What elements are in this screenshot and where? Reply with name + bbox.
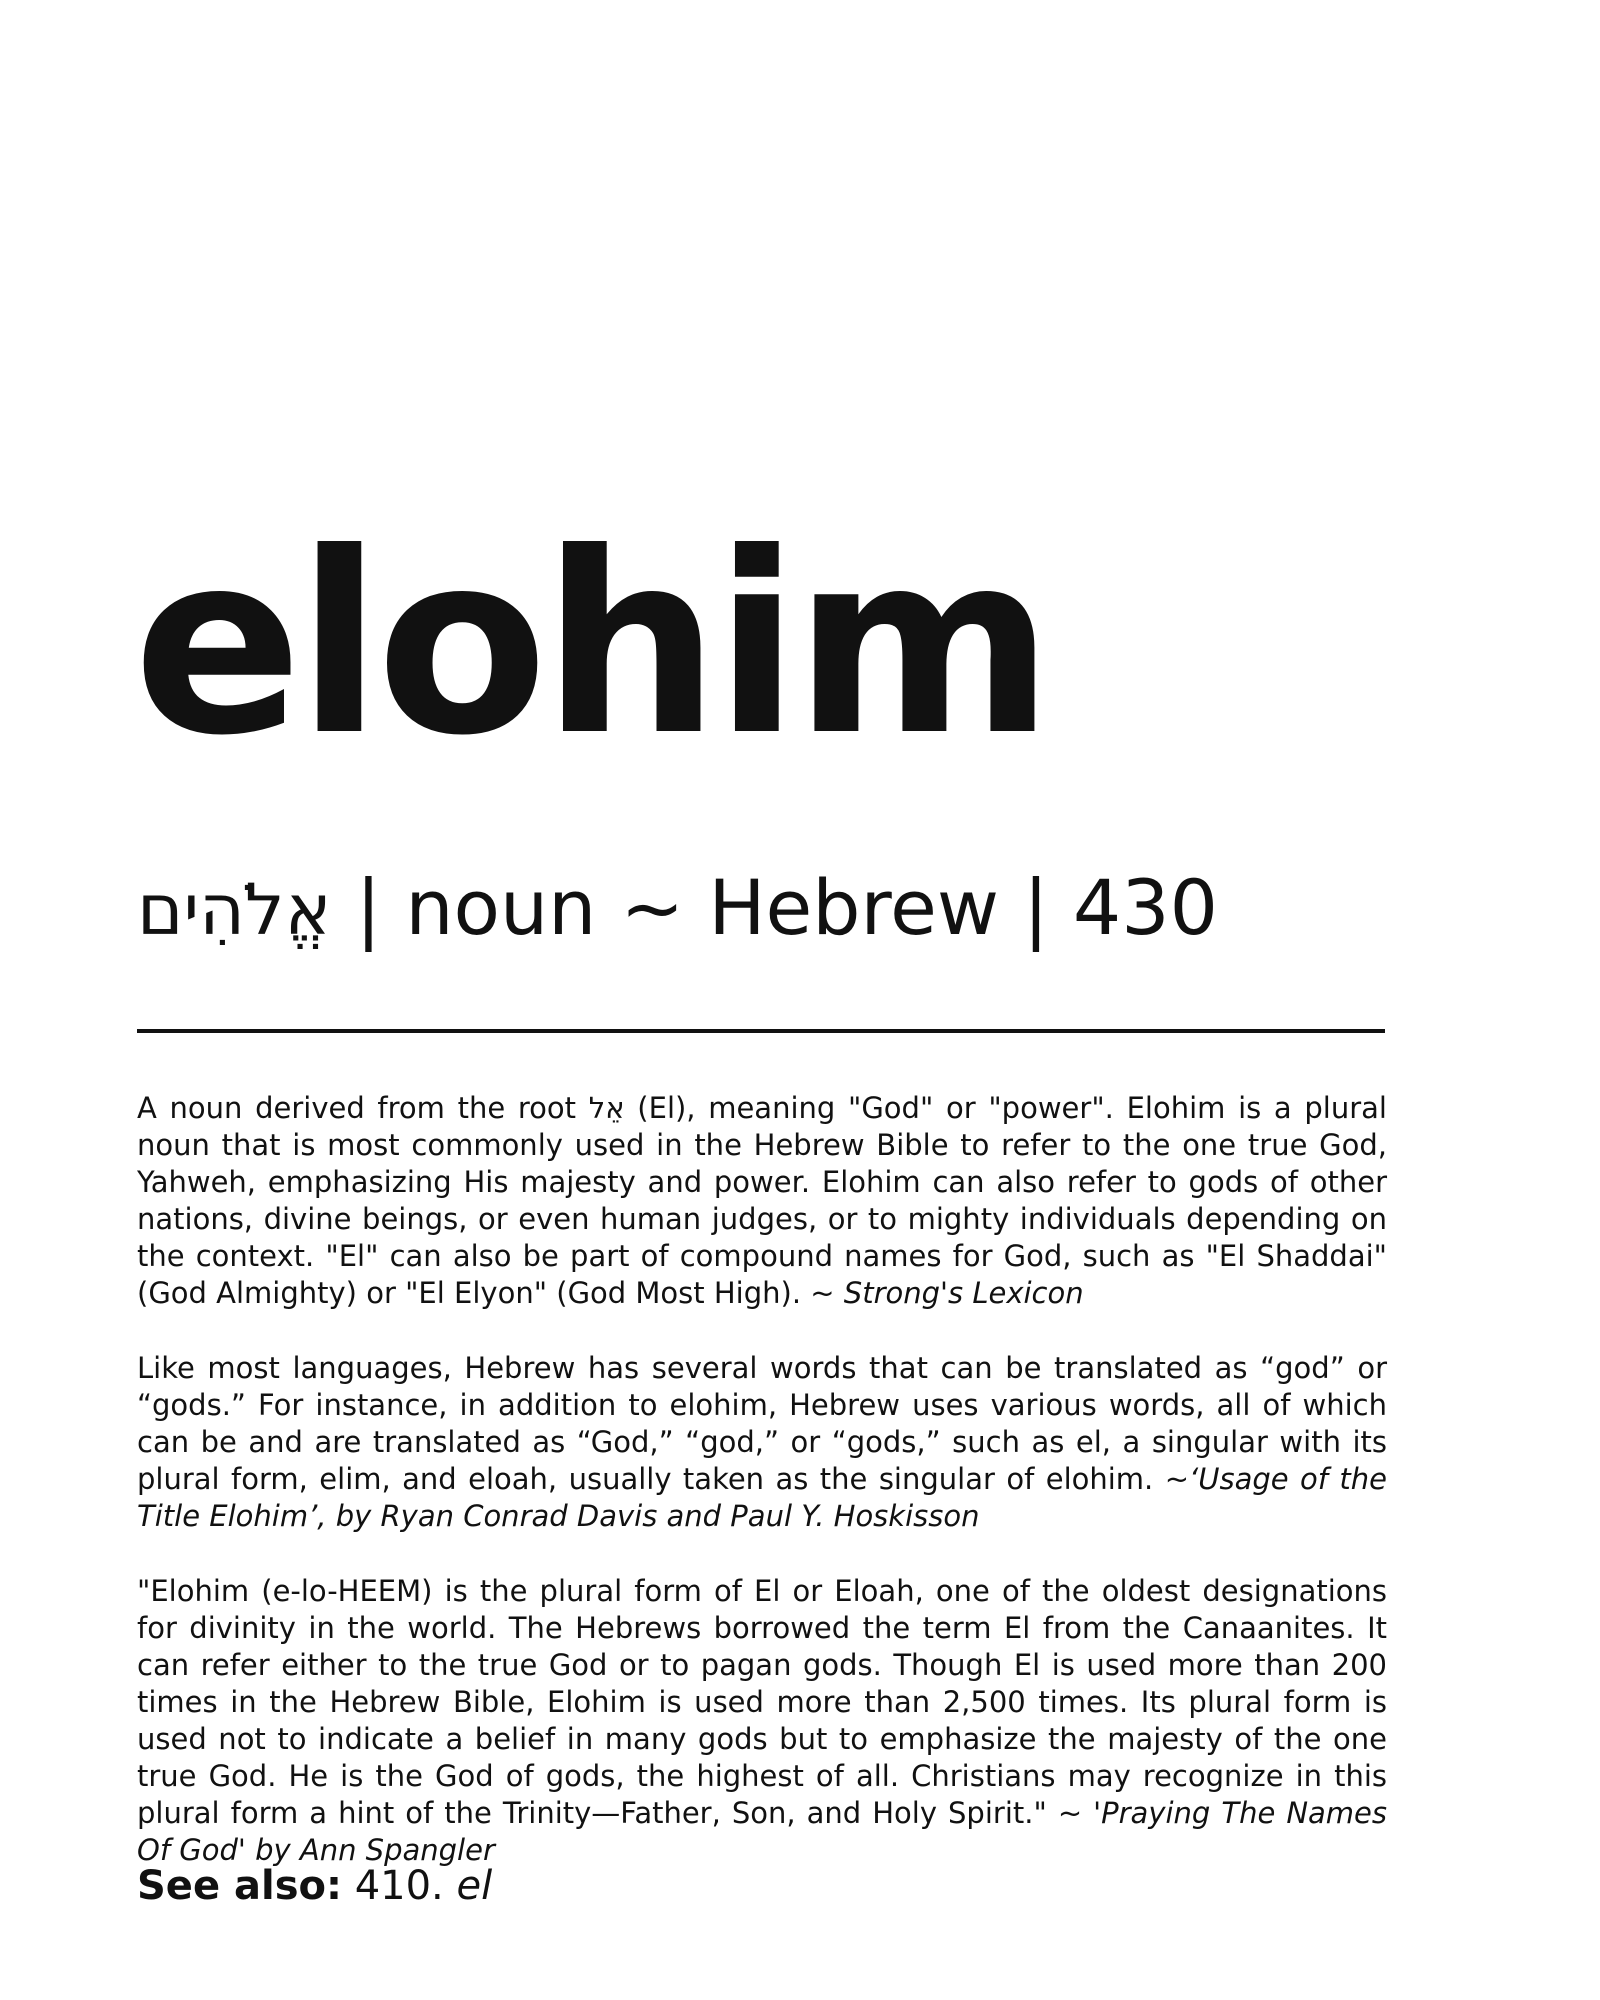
citation-source: Strong's Lexicon [843, 1276, 1084, 1310]
headword: elohim [133, 499, 1049, 790]
see-also [137, 1863, 493, 1909]
citation-source: 'Praying The Names Of God' by Ann Spangler [137, 1796, 1387, 1867]
dictionary-page [133, 0, 1387, 2000]
citation-source: ‘Usage of the Title Elohim’, by Ryan Conrad Davis and Paul Y. Hoskisson [137, 1462, 1387, 1533]
entry-subline [137, 863, 1218, 952]
see-also-label: See also: [137, 1863, 342, 1909]
divider-rule [137, 1029, 1385, 1033]
see-also-term: el [456, 1863, 493, 1909]
part-of-speech: noun [405, 863, 597, 952]
tilde-separator: ~ [596, 863, 709, 952]
definition-body [137, 1090, 1387, 1907]
definition-paragraph [137, 1350, 1387, 1535]
hebrew-word: אֱלֹהִים [137, 869, 332, 951]
strongs-number: 430 [1072, 863, 1218, 952]
paragraph-text: "Elohim (e-lo-HEEM) is the plural form of El or Eloah, one of the oldest designations for divinity in the world. The Hebrews borrowed the term El from the Canaanites. It can refer either to the true God or to pagan gods. Though El is used more than 200 times in the Hebrew Bible, Elohim is used more than 2,500 times. Its plural form is used not to indicate a belief in many gods but to emphasize the majesty of the one true God. He is the God of gods, the highest of all. Christians may recognize in this plural form a hint of the Trinity—Father, Son, and Holy Spirit." ~ [137, 1574, 1387, 1830]
separator: | [331, 863, 406, 952]
paragraph-text: Like most languages, Hebrew has several words that can be translated as “god” or “gods.” For instance, in addition to elohim, Hebrew uses various words, all of which can be and are translated as “God,” “god,” or “gods,” such as el, a singular with its plural form, elim, and eloah, usually taken as the singular of elohim. ~ [137, 1351, 1387, 1496]
separator: | [999, 863, 1073, 952]
see-also-number: 410. [354, 1863, 444, 1909]
definition-paragraph [137, 1573, 1387, 1869]
language-label: Hebrew [708, 863, 999, 952]
paragraph-text: A noun derived from the root אֵל (El), meaning "God" or "power". Elohim is a plural noun that is most commonly used in the Hebrew Bible to refer to the one true God, Yahweh, emphasizing His majesty and power. Elohim can also refer to gods of other nations, divine beings, or even human judges, or to mighty individuals depending on the context. "El" can also be part of compound names for God, such as "El Shaddai" (God Almighty) or "El Elyon" (God Most High). ~ [137, 1091, 1387, 1310]
definition-paragraph [137, 1090, 1387, 1312]
